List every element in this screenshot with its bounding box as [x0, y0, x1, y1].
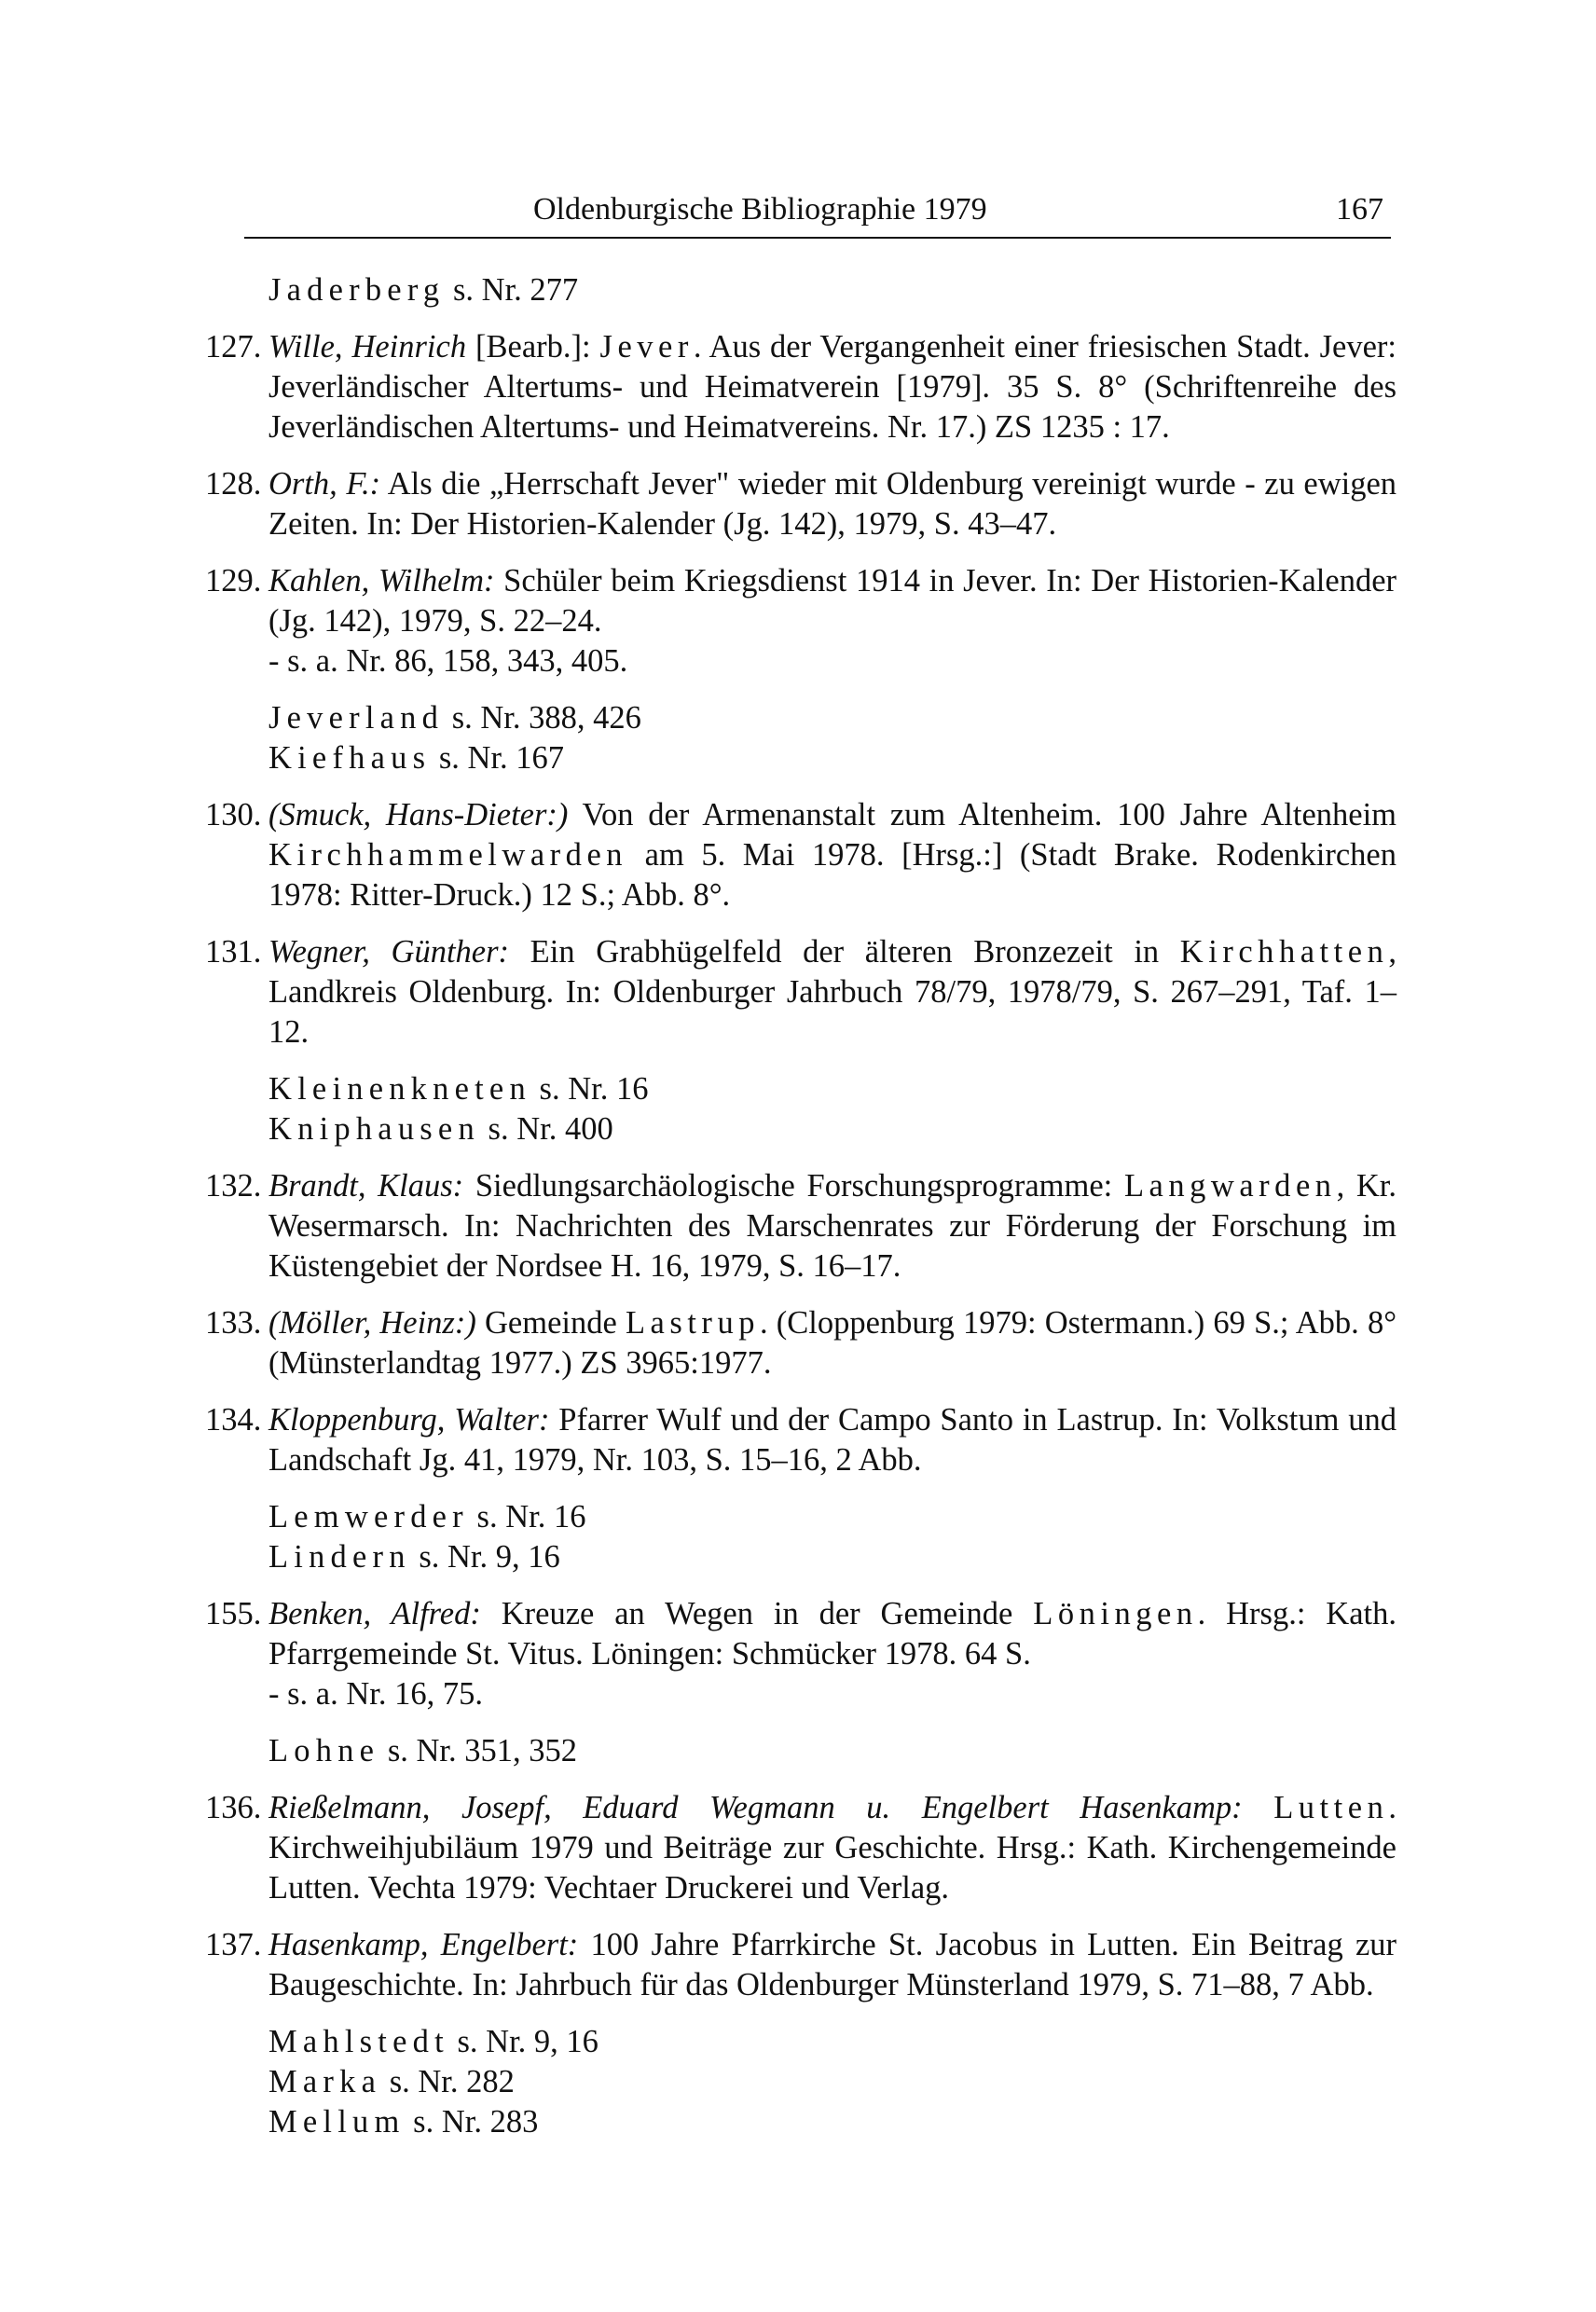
entry-number: 137. [205, 1927, 262, 1962]
entry-author: Orth, F.: [268, 466, 381, 502]
cross-reference-target: s. Nr. 277 [445, 272, 579, 308]
entry-text [1243, 1790, 1274, 1825]
entry-text: Kreuze an Wegen in der Gemeinde [480, 1596, 1034, 1631]
running-header [244, 186, 1391, 239]
entry-128 [205, 464, 1396, 544]
entry-place: Langwarden [1123, 1168, 1337, 1204]
bibliography-list [205, 270, 1396, 2159]
entry-author: Wegner, Günther: [268, 934, 510, 970]
entry-text: 100 Jahre Pfarrkirche St. Jacobus in Lutten. Ein Beitrag zur Baugeschichte. In: Jahrbuch für das Oldenburger Münsterland 1979, S. 71–88, 7 Abb. [268, 1927, 1396, 2002]
cross-reference-group [205, 698, 1396, 778]
header-title: Oldenburgische Bibliographie 1979 [533, 192, 987, 227]
entry-text: Siedlungsarchäologische Forschungsprogramme: [463, 1168, 1124, 1204]
entry-author: (Möller, Heinz:) [268, 1305, 476, 1341]
entry-133 [205, 1303, 1396, 1383]
entry-number: 133. [205, 1305, 262, 1341]
place-term: Lindern [268, 1539, 411, 1575]
entry-number: 155. [205, 1596, 262, 1631]
entry-author: Kloppenburg, Walter: [268, 1402, 550, 1438]
cross-reference [268, 698, 1396, 738]
cross-reference [268, 1109, 1396, 1149]
cross-reference [268, 1537, 1396, 1577]
place-term: Mahlstedt [268, 2024, 449, 2059]
entry-text: Von der Armenanstalt zum Altenheim. 100 Jahre Altenheim [568, 797, 1396, 833]
entry-text: Als die „Herrschaft Jever" wieder mit Oldenburg vereinigt wurde - zu ewigen Zeiten. In: Der Historien-Kalender (Jg. 142), 1979, S. 43–47. [268, 466, 1397, 542]
entry-number: 127. [205, 329, 262, 365]
see-also: - s. a. Nr. 16, 75. [268, 1676, 483, 1712]
entry-134 [205, 1400, 1396, 1480]
cross-reference-target: s. Nr. 16 [468, 1499, 586, 1534]
entry-text: Ein Grabhügelfeld der älteren Bronzezeit in [509, 934, 1180, 970]
cross-reference-target: s. Nr. 400 [479, 1111, 613, 1147]
cross-reference-target: s. Nr. 283 [405, 2104, 539, 2140]
entry-number: 128. [205, 466, 262, 502]
cross-reference [268, 1069, 1396, 1109]
cross-reference-target: s. Nr. 388, 426 [444, 700, 641, 736]
place-term: Lohne [268, 1733, 380, 1768]
cross-reference [268, 2102, 1396, 2142]
place-term: Lemwerder [268, 1499, 469, 1534]
entry-text: Pfarrer Wulf und der Campo Santo in Lastrup. In: Volkstum und Landschaft Jg. 41, 1979, Nr. 103, S. 15–16, 2 Abb. [268, 1402, 1396, 1478]
cross-reference-group [205, 2022, 1396, 2142]
entry-text: , Kr. Wesermarsch. In: Nachrichten des Marschenrates zur Förderung der Forschung im Küstengebiet der Nordsee H. 16, 1979, S. 16–17. [268, 1168, 1396, 1284]
place-term: Jeverland [268, 700, 445, 736]
place-term: Marka [268, 2064, 382, 2099]
page-number: 167 [1336, 192, 1383, 227]
entry-author: Wille, Heinrich [268, 329, 467, 365]
entry-text: am 5. Mai 1978. [Hrsg.:] (Stadt Brake. Rodenkirchen 1978: Ritter-Druck.) 12 S.; Abb. 8°. [268, 837, 1396, 913]
entry-number: 134. [205, 1402, 262, 1438]
entry-text: [Bearb.]: [466, 329, 600, 365]
entry-137 [205, 1925, 1396, 2005]
entry-number: 131. [205, 934, 262, 970]
entry-author: Benken, Alfred: [268, 1596, 481, 1631]
entry-number: 129. [205, 563, 262, 599]
entry-155 [205, 1594, 1396, 1714]
entry-place: Kirchhammelwarden [268, 837, 628, 873]
cross-reference [268, 2022, 1396, 2062]
place-term: Kniphausen [268, 1111, 480, 1147]
entry-author: Brandt, Klaus: [268, 1168, 464, 1204]
entry-130 [205, 795, 1396, 915]
entry-text: , Landkreis Oldenburg. In: Oldenburger Jahrbuch 78/79, 1978/79, S. 267–291, Taf. 1–12. [268, 934, 1396, 1050]
entry-text: . Aus der Vergangenheit einer friesischen Stadt. Jever: Jeverländischer Altertums- und Heimatverein [1979]. 35 S. 8° (Schriftenreihe des Jeverländischen Altertums- und Heimatvereins. Nr. 17.) ZS 1235 : 17. [268, 329, 1396, 445]
entry-text: . Kirchweihjubiläum 1979 und Beiträge zur Geschichte. Hrsg.: Kath. Kirchengemeinde Lutten. Vechta 1979: Vechtaer Druckerei und Verlag. [268, 1790, 1396, 1906]
cross-reference [268, 738, 1396, 778]
entry-text: . (Cloppenburg 1979: Ostermann.) 69 S.; Abb. 8° (Münsterlandtag 1977.) ZS 3965:1977. [268, 1305, 1396, 1381]
entry-place: Kirchhatten [1179, 934, 1389, 970]
entry-author: Kahlen, Wilhelm: [268, 563, 495, 599]
entry-129 [205, 561, 1396, 681]
entry-136 [205, 1788, 1396, 1908]
entry-132 [205, 1166, 1396, 1287]
header-rule [244, 237, 1391, 239]
entry-place: Jever [599, 329, 694, 365]
entry-number: 130. [205, 797, 262, 833]
entry-131 [205, 932, 1396, 1053]
cross-reference-target: s. Nr. 351, 352 [379, 1733, 577, 1768]
entry-author: Rießelmann, Josepf, Eduard Wegmann u. Engelbert Hasenkamp: [268, 1790, 1243, 1825]
cross-reference [268, 1497, 1396, 1537]
entry-number: 132. [205, 1168, 262, 1204]
see-also: - s. a. Nr. 86, 158, 343, 405. [268, 643, 628, 679]
place-term: Jaderberg [268, 272, 446, 308]
cross-reference-target: s. Nr. 167 [431, 740, 565, 776]
cross-reference [268, 1731, 1396, 1771]
place-term: Kleinenkneten [268, 1071, 531, 1107]
cross-reference [268, 270, 1396, 310]
entry-text: Schüler beim Kriegsdienst 1914 in Jever. In: Der Historien-Kalender (Jg. 142), 1979, S. 22–24. [268, 563, 1396, 639]
cross-reference-target: s. Nr. 282 [381, 2064, 515, 2099]
entry-author: (Smuck, Hans-Dieter:) [268, 797, 569, 833]
place-term: Kiefhaus [268, 740, 432, 776]
entry-number: 136. [205, 1790, 262, 1825]
entry-place: Lutten [1273, 1790, 1389, 1825]
cross-reference-group [205, 1497, 1396, 1577]
entry-text: . Hrsg.: Kath. Pfarrgemeinde St. Vitus. Löningen: Schmücker 1978. 64 S. [268, 1596, 1396, 1672]
entry-text: Gemeinde [475, 1305, 626, 1341]
cross-reference-group [205, 1069, 1396, 1149]
cross-reference-target: s. Nr. 16 [530, 1071, 649, 1107]
cross-reference-target: s. Nr. 9, 16 [410, 1539, 560, 1575]
entry-author: Hasenkamp, Engelbert: [268, 1927, 579, 1962]
entry-place: Löningen [1033, 1596, 1198, 1631]
cross-reference-target: s. Nr. 9, 16 [448, 2024, 598, 2059]
place-term: Mellum [268, 2104, 406, 2140]
entry-127 [205, 327, 1396, 447]
cross-reference [268, 2062, 1396, 2102]
entry-place: Lastrup [625, 1305, 760, 1341]
